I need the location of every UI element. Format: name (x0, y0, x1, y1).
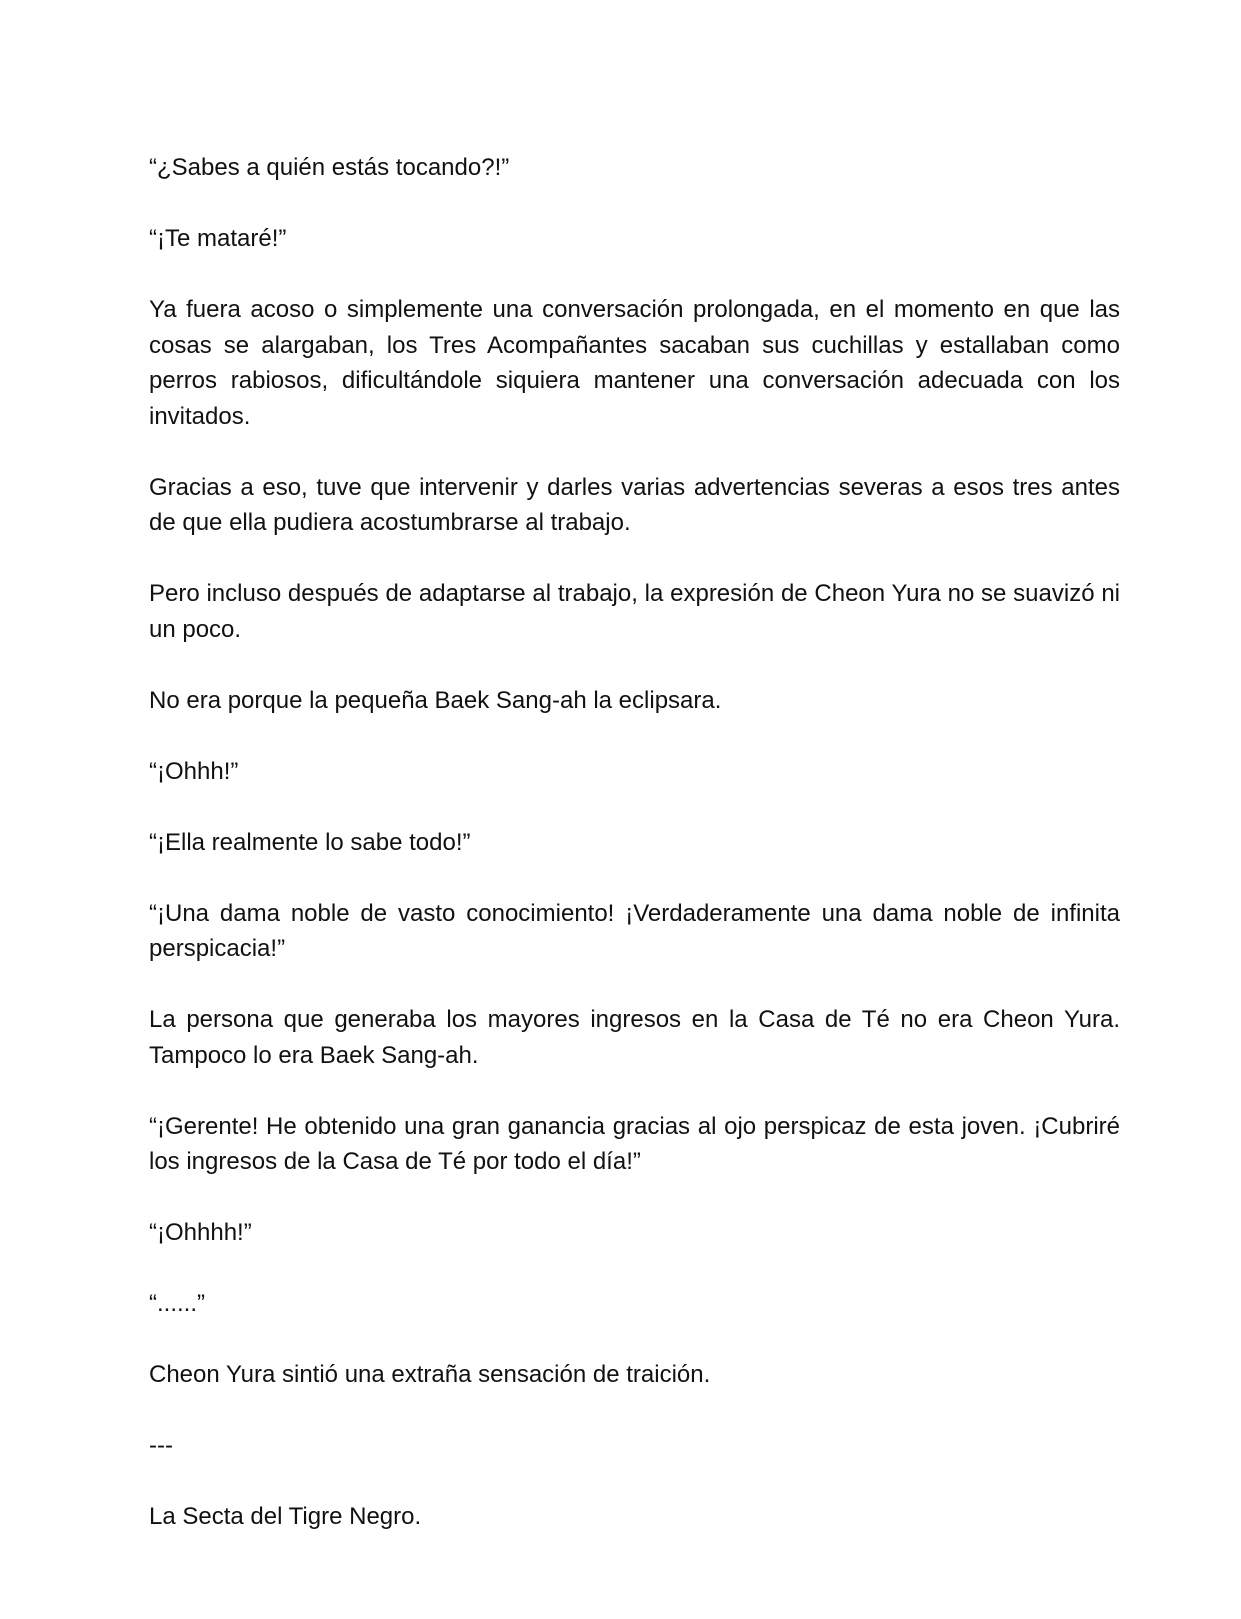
paragraph: La persona que generaba los mayores ingresos en la Casa de Té no era Cheon Yura. Tampoco lo era Baek Sang-ah. (149, 1006, 1120, 1069)
paragraph: “¡Una dama noble de vasto conocimiento! ¡Verdaderamente una dama noble de infinita perspicacia!” (149, 899, 1120, 962)
document-body (149, 150, 1120, 1535)
paragraph: “¿Sabes a quién estás tocando?!” (149, 154, 510, 181)
paragraph: Gracias a eso, tuve que intervenir y darles varias advertencias severas a esos tres antes de que ella pudiera acostumbrarse al trabajo. (149, 473, 1120, 536)
paragraph: “¡Ella realmente lo sabe todo!” (149, 828, 471, 856)
paragraph: La Secta del Tigre Negro. (149, 1503, 422, 1530)
paragraph: “¡Ohhh!” (149, 757, 239, 785)
paragraph: Cheon Yura sintió una extraña sensación de traición. (149, 1361, 711, 1388)
paragraph: “¡Te mataré!” (149, 225, 287, 252)
paragraph: No era porque la pequeña Baek Sang-ah la eclipsara. (149, 686, 722, 714)
section-separator: --- (149, 1432, 173, 1459)
paragraph: “......” (149, 1290, 205, 1317)
paragraph: Pero incluso después de adaptarse al trabajo, la expresión de Cheon Yura no se suavizó ni un poco. (149, 580, 1120, 643)
paragraph: “¡Gerente! He obtenido una gran ganancia gracias al ojo perspicaz de esta joven. ¡Cubriré los ingresos de la Casa de Té por todo el día!” (149, 1112, 1120, 1175)
paragraph: “¡Ohhhh!” (149, 1219, 252, 1246)
paragraph: Ya fuera acoso o simplemente una conversación prolongada, en el momento en que las cosas se alargaban, los Tres Acompañantes sacaban sus cuchillas y estallaban como perros rabiosos, dificultándole siquiera mantener una conversación adecuada con los invitados. (149, 296, 1120, 430)
